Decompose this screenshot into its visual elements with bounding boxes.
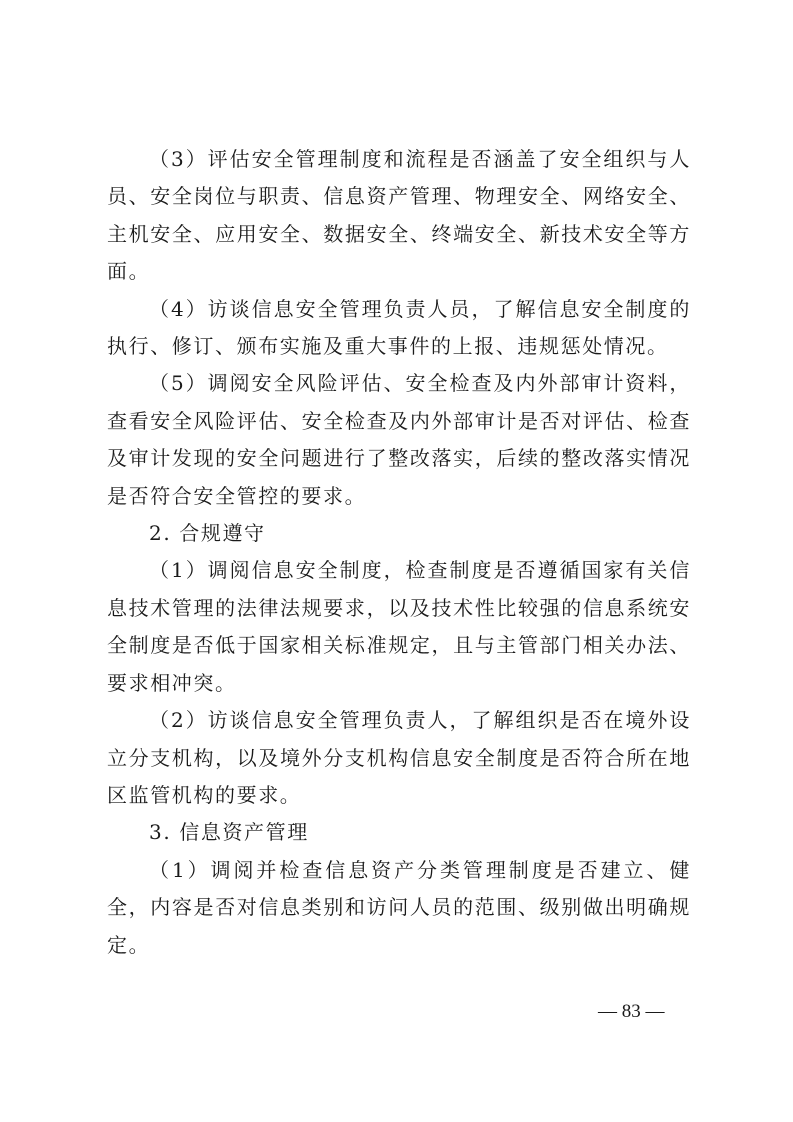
section-heading-compliance: 2. 合规遵守	[149, 521, 266, 546]
document-body	[107, 141, 691, 964]
paragraph-1-review-security-policy: （1）调阅信息安全制度，检查制度是否遵循国家有关信息技术管理的法律法规要求，以及技术性比较强的信息系统安全制度是否低于国家相关标准规定，且与主管部门相关办法、要求相冲突。	[107, 558, 691, 695]
page-number: — 83 —	[598, 1001, 665, 1022]
section-heading-asset-management: 3. 信息资产管理	[149, 820, 309, 845]
paragraph-2-interview-branch: （2）访谈信息安全管理负责人，了解组织是否在境外设立分支机构，以及境外分支机构信息安全制度是否符合所在地区监管机构的要求。	[107, 708, 691, 807]
paragraph-1-asset-classification: （1）调阅并检查信息资产分类管理制度是否建立、健全，内容是否对信息类别和访问人员的范围、级别做出明确规定。	[107, 857, 691, 957]
paragraph-3-evaluate-policies: （3）评估安全管理制度和流程是否涵盖了安全组织与人员、安全岗位与职责、信息资产管理、物理安全、网络安全、主机安全、应用安全、数据安全、终端安全、新技术安全等方面。	[107, 147, 691, 284]
paragraph-5-review-audit: （5）调阅安全风险评估、安全检查及内外部审计资料，查看安全风险评估、安全检查及内外部审计是否对评估、检查及审计发现的安全问题进行了整改落实，后续的整改落实情况是否符合安全管控的要求。	[107, 371, 691, 508]
paragraph-4-interview-manager: （4）访谈信息安全管理负责人员，了解信息安全制度的执行、修订、颁布实施及重大事件的上报、违规惩处情况。	[107, 296, 691, 359]
